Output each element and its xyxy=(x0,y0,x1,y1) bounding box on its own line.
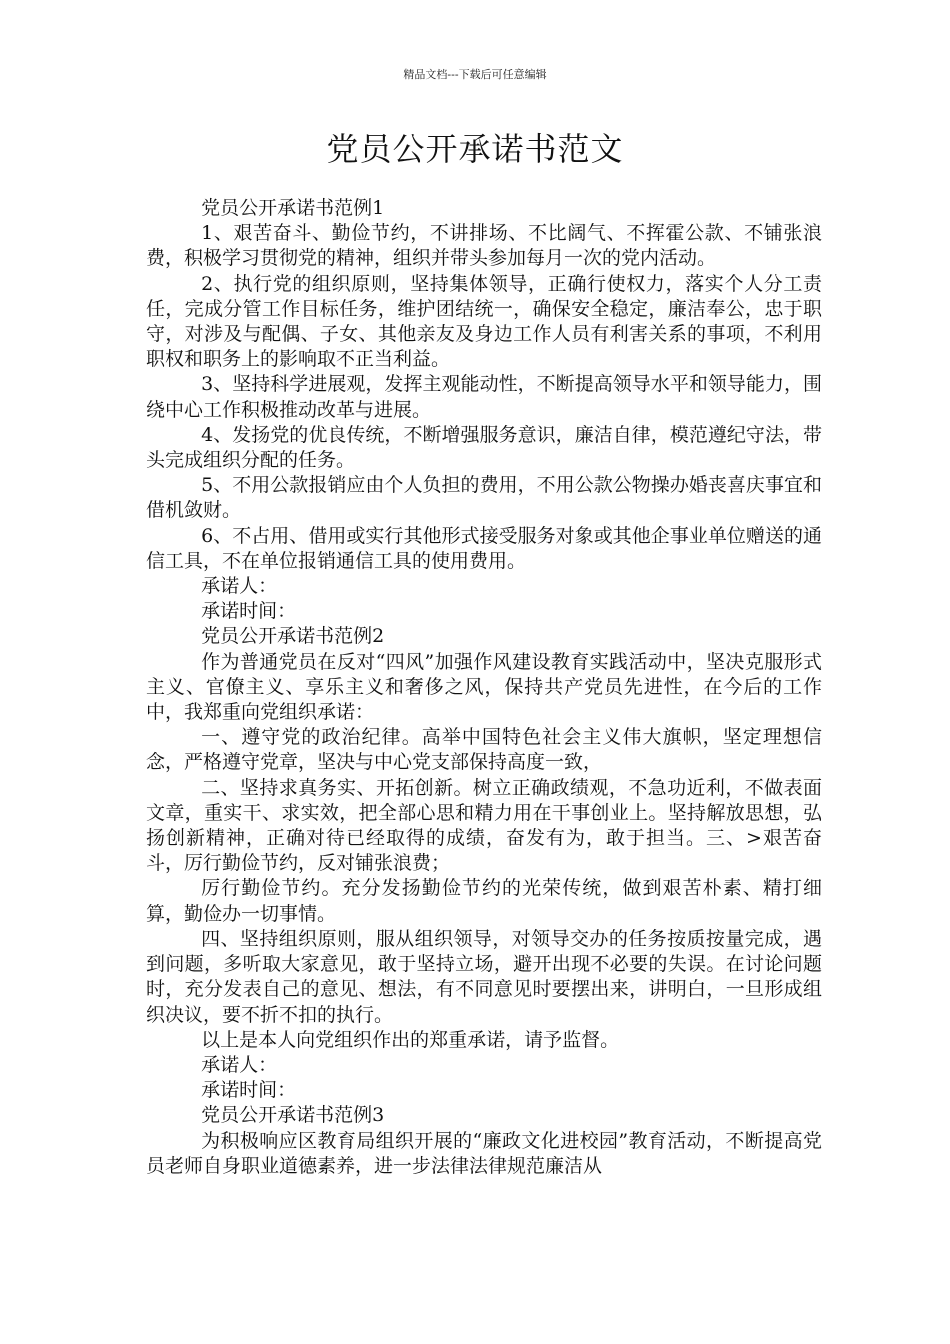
paragraph: 四、坚持组织原则，服从组织领导，对领导交办的任务按质按量完成，遇到问题，多听取大家意见，敢于坚持立场，避开出现不必要的失误。在讨论问题时，充分发表自己的意见、想法，有不同意见时要摆出来，讲明白，一旦形成组织决议，要不折不扣的执行。 xyxy=(146,927,822,1026)
paragraph: 2、执行党的组织原则，坚持集体领导，正确行使权力，落实个人分工责任，完成分管工作目标任务，维护团结统一，确保安全稳定，廉洁奉公，忠于职守，对涉及与配偶、子女、其他亲友及身边工作人员有利害关系的事项，不利用职权和职务上的影响取不正当利益。 xyxy=(146,272,822,371)
paragraph: 党员公开承诺书范例3 xyxy=(201,1104,385,1127)
paragraph: 厉行勤俭节约。充分发扬勤俭节约的光荣传统，做到艰苦朴素、精打细算，勤俭办一切事情。 xyxy=(146,877,822,925)
document-title: 党员公开承诺书范文 xyxy=(326,130,624,168)
paragraph: 作为普通党员在反对“四风”加强作风建设教育实践活动中，坚决克服形式主义、官僚主义、享乐主义和奢侈之风，保持共产党员先进性，在今后的工作中，我郑重向党组织承诺： xyxy=(146,650,822,724)
paragraph: 1、艰苦奋斗、勤俭节约，不讲排场、不比阔气、不挥霍公款、不铺张浪费，积极学习贯彻党的精神，组织并带头参加每月一次的党内活动。 xyxy=(146,222,822,270)
paragraph: 承诺人： xyxy=(201,1053,278,1076)
paragraph: 承诺时间： xyxy=(201,600,297,623)
paragraph: 5、不用公款报销应由个人负担的费用，不用公款公物操办婚丧喜庆事宜和借机敛财。 xyxy=(146,474,822,522)
paragraph: 二、坚持求真务实、开拓创新。树立正确政绩观，不急功近利，不做表面文章，重实干、求实效，把全部心思和精力用在干事创业上。坚持解放思想，弘扬创新精神，正确对待已经取得的成绩，奋发有为，敢于担当。三、>艰苦奋斗，厉行勤俭节约，反对铺张浪费； xyxy=(146,776,822,875)
header-note: 精品文档---下载后可任意编辑 xyxy=(403,68,547,81)
paragraph: 承诺人： xyxy=(201,575,278,598)
paragraph: 为积极响应区教育局组织开展的“廉政文化进校园”教育活动，不断提高党员老师自身职业道德素养，进一步法律法律规范廉洁从 xyxy=(146,1129,822,1177)
paragraph: 一、遵守党的政治纪律。高举中国特色社会主义伟大旗帜，坚定理想信念，严格遵守党章，坚决与中心党支部保持高度一致， xyxy=(146,726,822,774)
paragraph: 党员公开承诺书范例1 xyxy=(201,197,385,219)
paragraph: 以上是本人向党组织作出的郑重承诺，请予监督。 xyxy=(201,1028,620,1051)
paragraph: 党员公开承诺书范例2 xyxy=(201,625,385,648)
paragraph: 承诺时间： xyxy=(201,1079,297,1102)
paragraph: 3、坚持科学进展观，发挥主观能动性，不断提高领导水平和领导能力，围绕中心工作积极推动改革与进展。 xyxy=(146,373,822,421)
paragraph: 6、不占用、借用或实行其他形式接受服务对象或其他企事业单位赠送的通信工具，不在单位报销通信工具的使用费用。 xyxy=(146,524,822,572)
document-body xyxy=(146,196,822,1179)
paragraph: 4、发扬党的优良传统，不断增强服务意识，廉洁自律，模范遵纪守法，带头完成组织分配的任务。 xyxy=(146,423,822,472)
